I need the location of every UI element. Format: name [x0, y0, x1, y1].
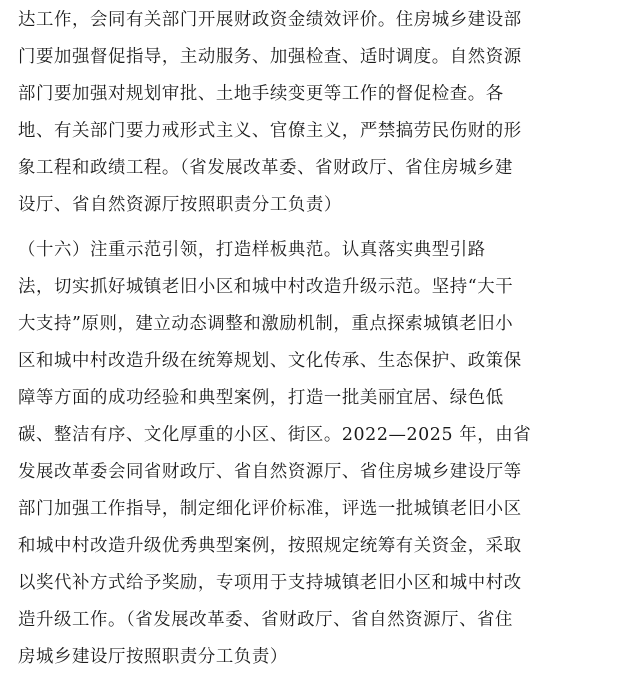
text-line: 设厅、省自然资源厅按照职责分工负责） [18, 195, 342, 215]
text-line: 区和城中村改造升级在统筹规划、文化传承、生态保护、政策保 [18, 351, 522, 371]
text-line: 和城中村改造升级优秀典型案例，按照规定统筹有关资金，采取 [18, 536, 522, 556]
text-line: 法，切实抓好城镇老旧小区和城中村改造升级示范。坚持“大干 [18, 277, 514, 297]
text-line: 造升级工作。（省发展改革委、省财政厅、省自然资源厅、省住 [18, 610, 514, 630]
text-line: 碳、整洁有序、文化厚重的小区、街区。2022—2025 年，由省 [18, 425, 532, 445]
text-line: 障等方面的成功经验和典型案例，打造一批美丽宜居、绿色低 [18, 388, 504, 408]
text-line: 发展改革委会同省财政厅、省自然资源厅、省住房城乡建设厅等 [18, 462, 522, 482]
section-heading: （十六）注重示范引领，打造样板典范。 [18, 240, 342, 260]
text-line: 大支持”原则，建立动态调整和激励机制，重点探索城镇老旧小 [18, 314, 514, 334]
text-line: 象工程和政绩工程。（省发展改革委、省财政厅、省住房城乡建 [18, 158, 514, 178]
text-line: 房城乡建设厅按照职责分工负责） [18, 647, 288, 667]
text-line-rest: 认真落实典型引路 [341, 240, 486, 260]
text-line: 门要加强督促指导，主动服务、加强检查、适时调度。自然资源 [18, 47, 522, 67]
text-line: 以奖代补方式给予奖励，专项用于支持城镇老旧小区和城中村改 [18, 573, 522, 593]
text-line: 达工作，会同有关部门开展财政资金绩效评价。住房城乡建设部 [18, 10, 522, 30]
paragraph-first-line [18, 242, 602, 259]
text-line: 地、有关部门要力戒形式主义、官僚主义，严禁搞劳民伤财的形 [18, 121, 522, 141]
text-line: 部门加强工作指导，制定细化评价标准，评选一批城镇老旧小区 [18, 499, 522, 519]
text-line: 部门要加强对规划审批、土地手续变更等工作的督促检查。各 [18, 84, 504, 104]
